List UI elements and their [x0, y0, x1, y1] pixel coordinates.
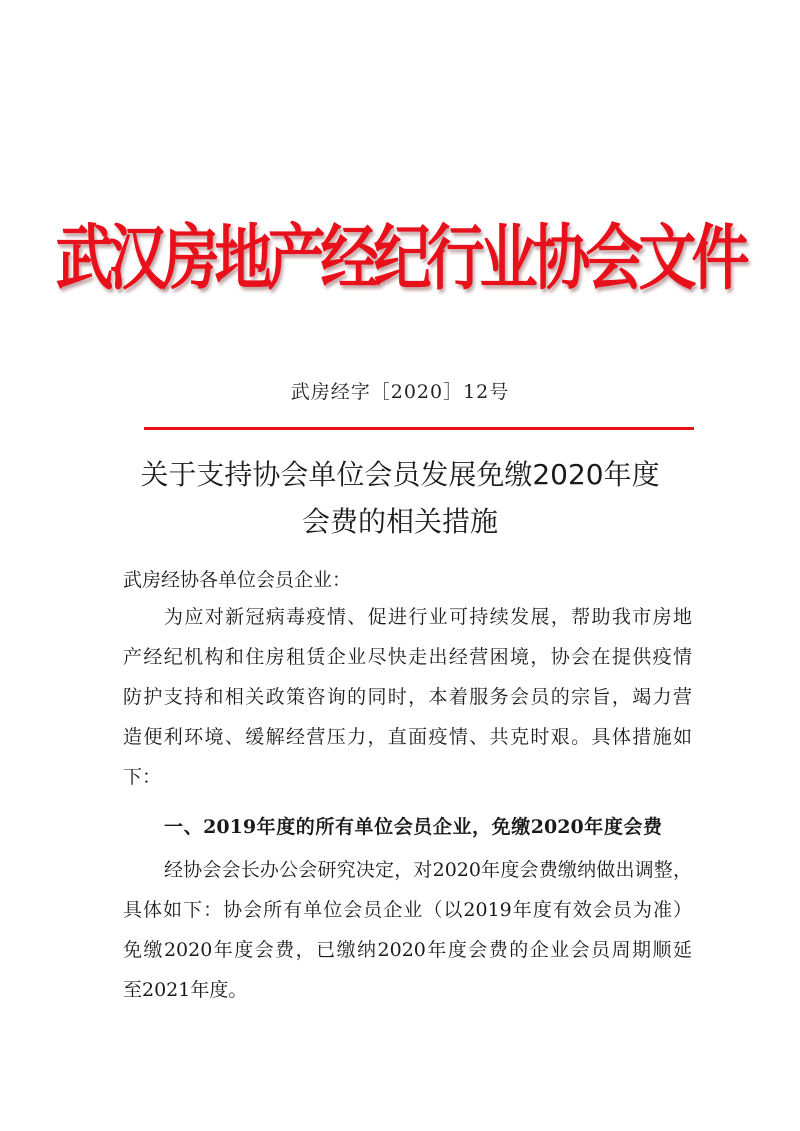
salutation: 武房经协各单位会员企业：: [123, 569, 352, 591]
document-masthead: 武汉房地产经纪行业协会文件: [55, 216, 745, 300]
paragraph-1-line: 产经纪机构和住房租赁企业尽快走出经营困境，协会在提供疫情: [123, 646, 692, 668]
paragraph-1-line: 造便利环境、缓解经营压力，直面疫情、共克时艰。具体措施如: [123, 726, 692, 748]
document-number: 武房经字［2020］12号: [290, 381, 510, 403]
section-1-heading: 一、2019年度的所有单位会员企业，免缴2020年度会费: [164, 816, 662, 838]
document-title-line-1: 关于支持协会单位会员发展免缴2020年度: [140, 458, 660, 491]
paragraph-1-line: 为应对新冠病毒疫情、促进行业可持续发展，帮助我市房地: [164, 606, 692, 628]
paragraph-2-line: 经协会会长办公会研究决定，对2020年度会费缴纳做出调整，: [164, 859, 692, 881]
paragraph-2-line: 至2021年度。: [123, 979, 248, 1001]
paragraph-2-line: 具体如下：协会所有单位会员企业（以2019年度有效会员为准）: [123, 899, 692, 921]
paragraph-2-line: 免缴2020年度会费，已缴纳2020年度会费的企业会员周期顺延: [123, 939, 692, 961]
red-divider-line: [144, 427, 694, 430]
document-title-line-2: 会费的相关措施: [301, 505, 498, 538]
paragraph-1-line: 下：: [123, 766, 162, 788]
paragraph-1-line: 防护支持和相关政策咨询的同时，本着服务会员的宗旨，竭力营: [123, 686, 692, 708]
